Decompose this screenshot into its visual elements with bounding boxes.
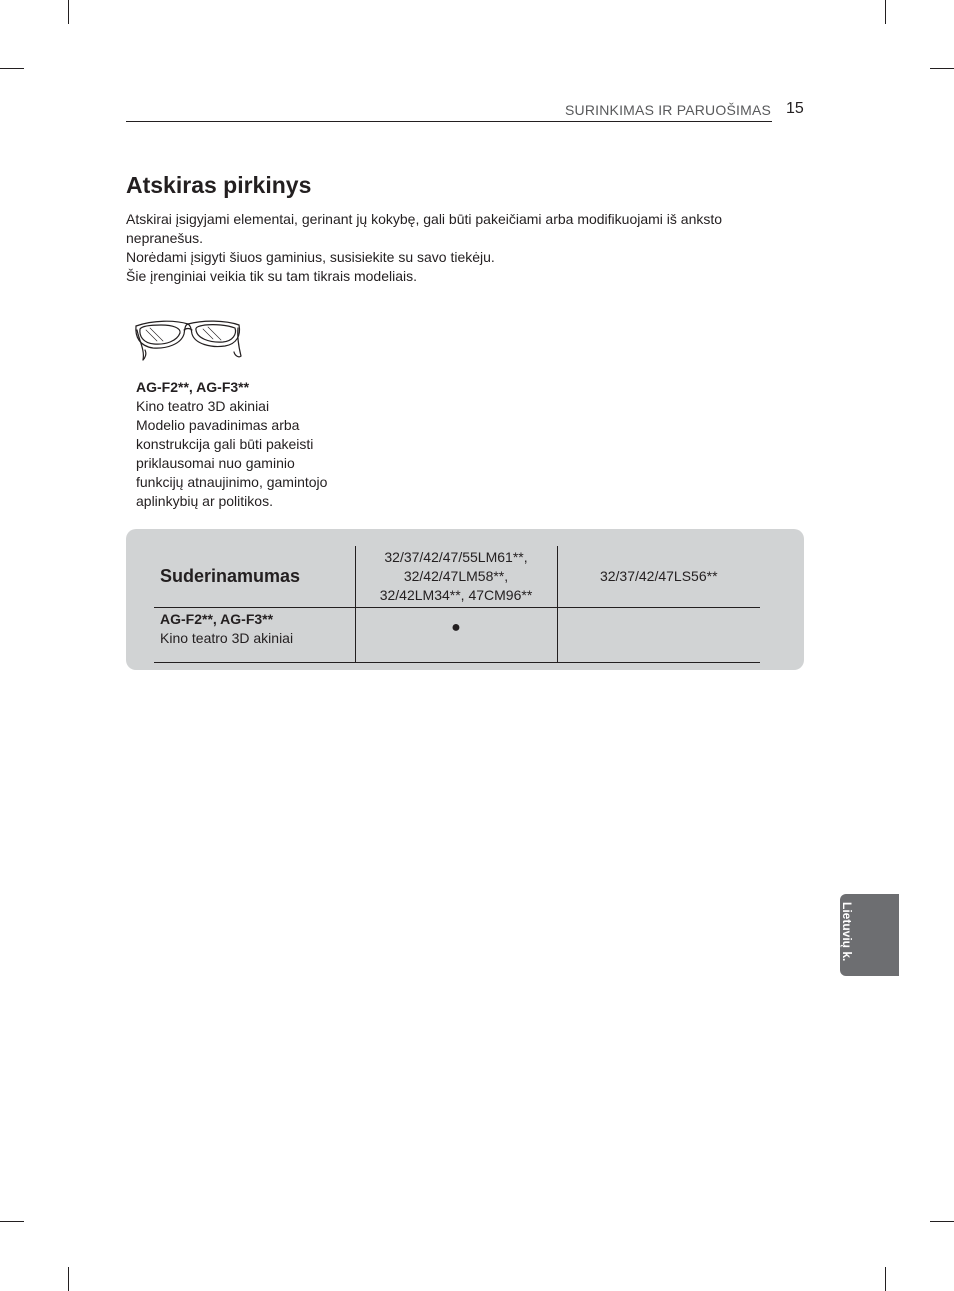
row-label [154,608,355,663]
row-product-name: Kino teatro 3D akiniai [160,630,294,646]
crop-mark [0,68,24,69]
model-line: 32/42LM34**, 47CM96** [379,587,533,603]
table-row [154,608,760,663]
product-caption [136,378,346,511]
product-note-line: Modelio pavadinimas arba [136,417,300,433]
product-note-line: aplinkybių ar politikos. [136,493,273,509]
header-rule [126,121,772,122]
intro-paragraph: Šie įrenginiai veikia tik su tam tikrais modeliais. [126,268,417,284]
page-title: Atskiras pirkinys [126,172,312,198]
crop-mark [68,1267,69,1291]
crop-mark [930,68,954,69]
section-title: SURINKIMAS IR PARUOŠIMAS [565,102,772,118]
product-note-line: konstrukcija gali būti pakeisti [136,436,314,452]
compatibility-table [154,546,760,663]
crop-mark [885,0,886,24]
product-name: Kino teatro 3D akiniai [136,398,270,414]
model-column-header: 32/37/42/47LS56** [557,546,760,608]
3d-glasses-icon [133,316,243,362]
table-header-row [154,546,760,608]
page-number: 15 [786,100,804,117]
intro-paragraph: Norėdami įsigyti šiuos gaminius, susisiekite su savo tiekėju. [126,249,495,265]
compatibility-header: Suderinamumas [154,546,355,608]
model-line: 32/37/42/47/55LM61**, [384,549,528,565]
model-line: 32/42/47LM58**, [403,568,509,584]
language-tab-label: Lietuvių k. [840,902,854,962]
crop-mark [930,1221,954,1222]
crop-mark [0,1221,24,1222]
compatible-mark: ● [355,608,557,663]
language-tab [840,894,899,976]
intro-paragraph: Atskirai įsigyjami elementai, gerinant jų kokybę, gali būti pakeičiami arba modifikuojami iš anksto nepranešus. [126,211,723,246]
product-note-line: funkcijų atnaujinimo, gamintojo [136,474,328,490]
intro-text [126,210,766,286]
model-column-header [355,546,557,608]
product-note-line: priklausomai nuo gaminio [136,455,295,471]
crop-mark [885,1267,886,1291]
row-model: AG-F2**, AG-F3** [160,611,274,627]
compatibility-panel [126,529,804,670]
product-model: AG-F2**, AG-F3** [136,379,250,395]
compatible-mark [557,608,760,663]
crop-mark [68,0,69,24]
